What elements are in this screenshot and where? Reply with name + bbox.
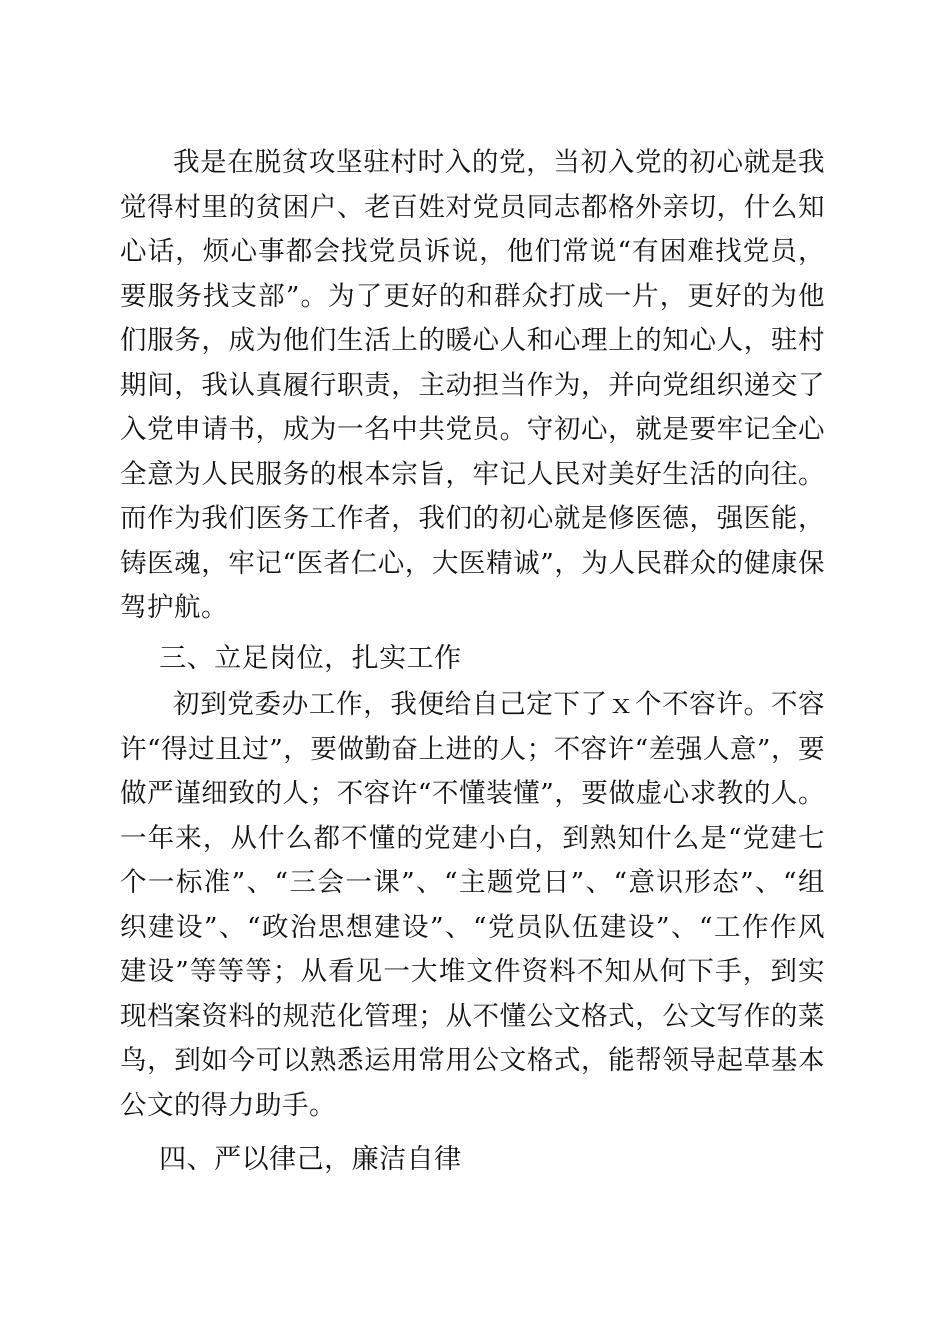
paragraph-initial-aspiration: 我是在脱贫攻坚驻村时入的党，当初入党的初心就是我觉得村里的贫困户、老百姓对党员同志都格外亲切，什么知心话，烦心事都会找党员诉说，他们常说“有困难找党员，要服务找支部”。为了更好的和群众打成一片，更好的为他们服务，成为他们生活上的暖心人和心理上的知心人，驻村期间，我认真履行职责，主动担当作为，并向党组织递交了入党申请书，成为一名中共党员。守初心，就是要牢记全心全意为人民服务的根本宗旨，牢记人民对美好生活的向往。而作为我们医务工作者，我们的初心就是修医德，强医能，铸医魂，牢记“医者仁心，大医精诚”，为人民群众的健康保驾护航。: [120, 147, 825, 623]
section-heading-4: 四、严以律己，廉洁自律: [159, 1144, 462, 1175]
paragraph-work-practice: 初到党委办工作，我便给自己定下了ｘ个不容许。不容许“得过且过”，要做勤奋上进的人；不容许“差强人意”，要做严谨细致的人；不容许“不懂装懂”，要做虚心求教的人。一年来，从什么都不懂的党建小白，到熟知什么是“党建七个一标准”、“三会一课”、“主题党日”、“意识形态”、“组织建设”、“政治思想建设”、“党员队伍建设”、“工作作风建设”等等等；从看见一大堆文件资料不知从何下手，到实现档案资料的规范化管理；从不懂公文格式，公文写作的菜鸟，到如今可以熟悉运用常用公文格式，能帮领导起草基本公文的得力助手。: [120, 689, 825, 1121]
document-page: [120, 141, 825, 1183]
section-heading-3: 三、立足岗位，扎实工作: [159, 642, 462, 674]
